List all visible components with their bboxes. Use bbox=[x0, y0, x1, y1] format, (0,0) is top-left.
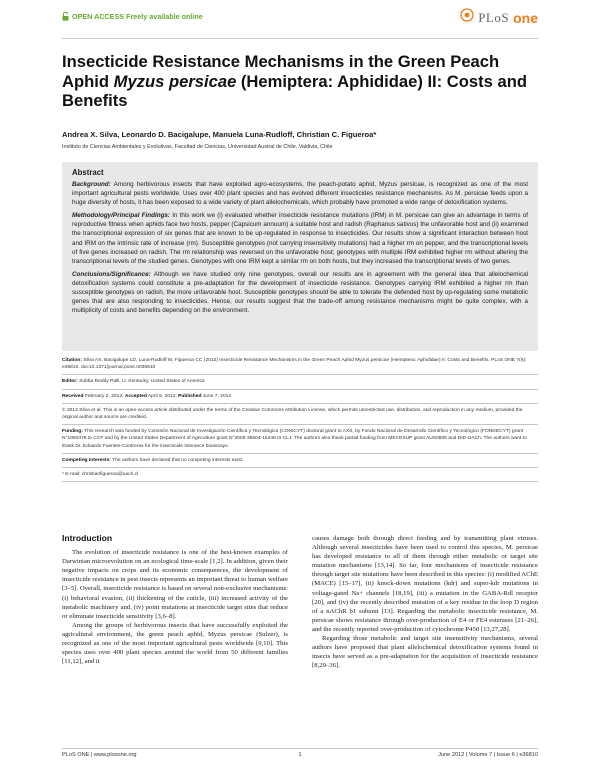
body-paragraph: The evolution of insecticide resistance is one of the best-known examples of Darwinian microevolution on an ecological time-scale [1,2]. In addition, given their negative impacts on crops and its economic consequences, the development of insecticide resistance in pest insects represents an important threat to human welfare [3–5]. Overall, insecticide resistance is based on several non-exclusive mechanisms: (i) behavioral evasion, (ii) thickening of the cuticle, (iii) increased activity of the metabolic machinery and, (iv) point mutations at insecticide target sites that reduce or eliminate insecticide sensitivity [3,6–8]. bbox=[62, 549, 288, 620]
abstract-background: Background: Among herbivorous insects that have exploited agro-ecosystems, the peach-potato aphid, Myzus persicae, is recognized as one of the most important agricultural pests worldwide. Uses over 400 plant species and has evolved different insecticides resistance mechanisms. As M. persicae feeds upon a huge diversity of hosts, it has been exposed to a wide variety of plant allelochemicals, which probably have promoted a wide range of detoxification systems. bbox=[72, 181, 528, 207]
corresponding-email[interactable]: * E-mail: christianfigueroa@uach.cl bbox=[62, 468, 538, 482]
journal-header bbox=[62, 10, 538, 34]
abstract-box bbox=[62, 162, 538, 351]
abstract-conclusions: Conclusions/Significance: Although we have studied only nine genotypes, overall our results are in agreement with the general idea that allelochemical detoxification systems could constitute a pre-adaptation for the development of insecticide resistance. Genotypes carrying IRM exhibited a higher rm than susceptible genotypes on radish, the more unfavorable host. Susceptible genotypes should be able to tolerate the defended host by up-regulating some metabolic genes that are also responding to insecticides. Hence, our results suggest that the trade-off among resistance mechanisms might be quite complex, with a multiplicity of costs and benefits depending on the environment. bbox=[72, 270, 528, 315]
introduction-heading: Introduction bbox=[62, 533, 113, 543]
body-paragraph: Among the groups of herbivorous insects that have successfully exploited the agricultural environment, the green peach aphid, Myzus persicae (Sulzer), is recognized as one of the most important agricultural pests worldwide [9,10]. This species uses over 400 plant species around the world from 50 different families [11,12], and it bbox=[62, 621, 288, 666]
body-paragraph: causes damage both through direct feeding and by transmitting plant viruses. Although several insecticides have been used to control this species, M. persicae has developed resistance to all of them through either metabolic or target site mutation mechanisms [13,14]. So far, four mechanisms of insecticide resistance through target site mutations have been described in this species: (i) modified AChE (MACE) [15–17], (ii) knock-down mutations (kdr) and super-kdr mutations in voltage-gated Na+ channels [18,19], (iii) a mutation in the GABA-Rdl receptor [20], and (iv) the recently described mutation of a key residue in the loop D region of a nAChR b1 subunit [13]. Regarding the metabolic insecticide resistance, M. persicae shows resistance through over-production of E4 or FE4 esterases [21–26], and the recently reported over-production of cytochrome P450 [13,27,28]. bbox=[312, 535, 538, 633]
journal-name: PLoS bbox=[478, 9, 510, 25]
editor: Editor: Subba Reddy Palli, U. Kentucky, United States of America bbox=[62, 375, 538, 389]
citation: Citation: Silva AX, Bacigalupe LD, Luna-Rudloff M, Figueroa CC (2012) Insecticide Resistance Mechanisms in the Green Peach Aphid Myzus persicae (Hemiptera: Aphididae) II: Costs and Benefits. PLoS ONE 7(6): e36810. doi:10.1371/journal.pone.0036810 bbox=[62, 354, 538, 375]
author-list: Andrea X. Silva, Leonardo D. Bacigalupe, Manuela Luna-Rudloff, Christian C. Figueroa* bbox=[62, 130, 377, 139]
open-lock-icon bbox=[62, 12, 69, 21]
footer-issue: June 2012 | Volume 7 | Issue 6 | e36810 bbox=[438, 752, 538, 758]
page-footer bbox=[62, 752, 538, 764]
open-access-banner bbox=[62, 12, 203, 21]
title-species: Myzus persicae bbox=[113, 71, 237, 91]
copyright: © 2012 Silva et al. This is an open-access article distributed under the terms of the Creative Commons Attribution License, which permits unrestricted use, distribution, and reproduction in any medium, provided the original author and source are credited. bbox=[62, 404, 538, 425]
affiliation: Instituto de Ciencias Ambientales y Evolutivas, Facultad de Ciencias, Universidad Austral de Chile, Valdivia, Chile bbox=[62, 144, 333, 150]
open-access-text: OPEN ACCESS Freely available online bbox=[72, 12, 203, 21]
footer-divider bbox=[62, 748, 538, 749]
footer-journal[interactable]: PLoS ONE | www.plosone.org bbox=[62, 752, 137, 758]
header-divider bbox=[62, 38, 538, 39]
article-metadata bbox=[62, 354, 538, 482]
competing-interests: Competing Interests: The authors have declared that no competing interests exist. bbox=[62, 454, 538, 468]
body-column-left bbox=[62, 534, 288, 666]
dates: Received February 2, 2012; Accepted April 6, 2012; Published June 7, 2012 bbox=[62, 390, 538, 404]
abstract-methods: Methodology/Principal Findings: In this work we (i) evaluated whether insecticide resistance mutations (IRM) in M. persicae can give an advantage in terms of reproductive fitness when aphids face two hosts, pepper (Capsicum annuum) a suitable host and radish (Raphanus sativus) the unfavorable host and (ii) examined the transcriptional expression of six genes that are known to be up-regulated in response to insecticides. Our results show a significant interaction between host and IRM on the intrinsic rate of increase (rm). Susceptible genotypes (not carrying insensitivity mutations) had a higher rm on pepper, and the transcriptional levels of five genes increased on radish. The rm relationship was reversed on the unfavorable host; genotypes with multiple IRM exhibited higher rm without altering the transcriptional levels of the studied genes. Genotypes with one IRM kept a similar rm on both hosts, but they increased the transcriptional levels of two genes. bbox=[72, 212, 528, 265]
journal-suffix: one bbox=[513, 9, 538, 26]
body-column-right bbox=[312, 534, 538, 670]
article-title: Insecticide Resistance Mechanisms in the Green Peach Aphid Myzus persicae (Hemiptera: Aphididae) II: Costs and Benefits bbox=[62, 52, 528, 110]
body-paragraph: Regarding those metabolic and target site insensitivity mechanisms, several authors have proposed that plant allelochemical detoxification systems found in insects have served as a pre-adaptation for the acquisition of insecticide resistance [8,29–36]. bbox=[312, 635, 538, 670]
journal-logo[interactable] bbox=[460, 8, 538, 27]
plos-globe-icon bbox=[460, 8, 474, 27]
funding: Funding: This research was funded by Comisión Nacional de Investigación Científica y Tecnológica (CONICYT) doctoral grant to AXS, by Fondo Nacional de Desarrollo Científico y Tecnológico (FONDECYT) grant N°1090378 to CCF and by the United States Department of Agriculture grant N°2005-35604-15446 to CLJ. The authors also thank partial funding from MECESUP grant AUS0805 and DID-UACh. The authors want to thank Dr. Eduardo Fuentes-Contreras for the insecticide tolerance bioassays. bbox=[62, 425, 538, 454]
page-number: 1 bbox=[298, 752, 302, 758]
abstract-heading: Abstract bbox=[72, 168, 104, 177]
